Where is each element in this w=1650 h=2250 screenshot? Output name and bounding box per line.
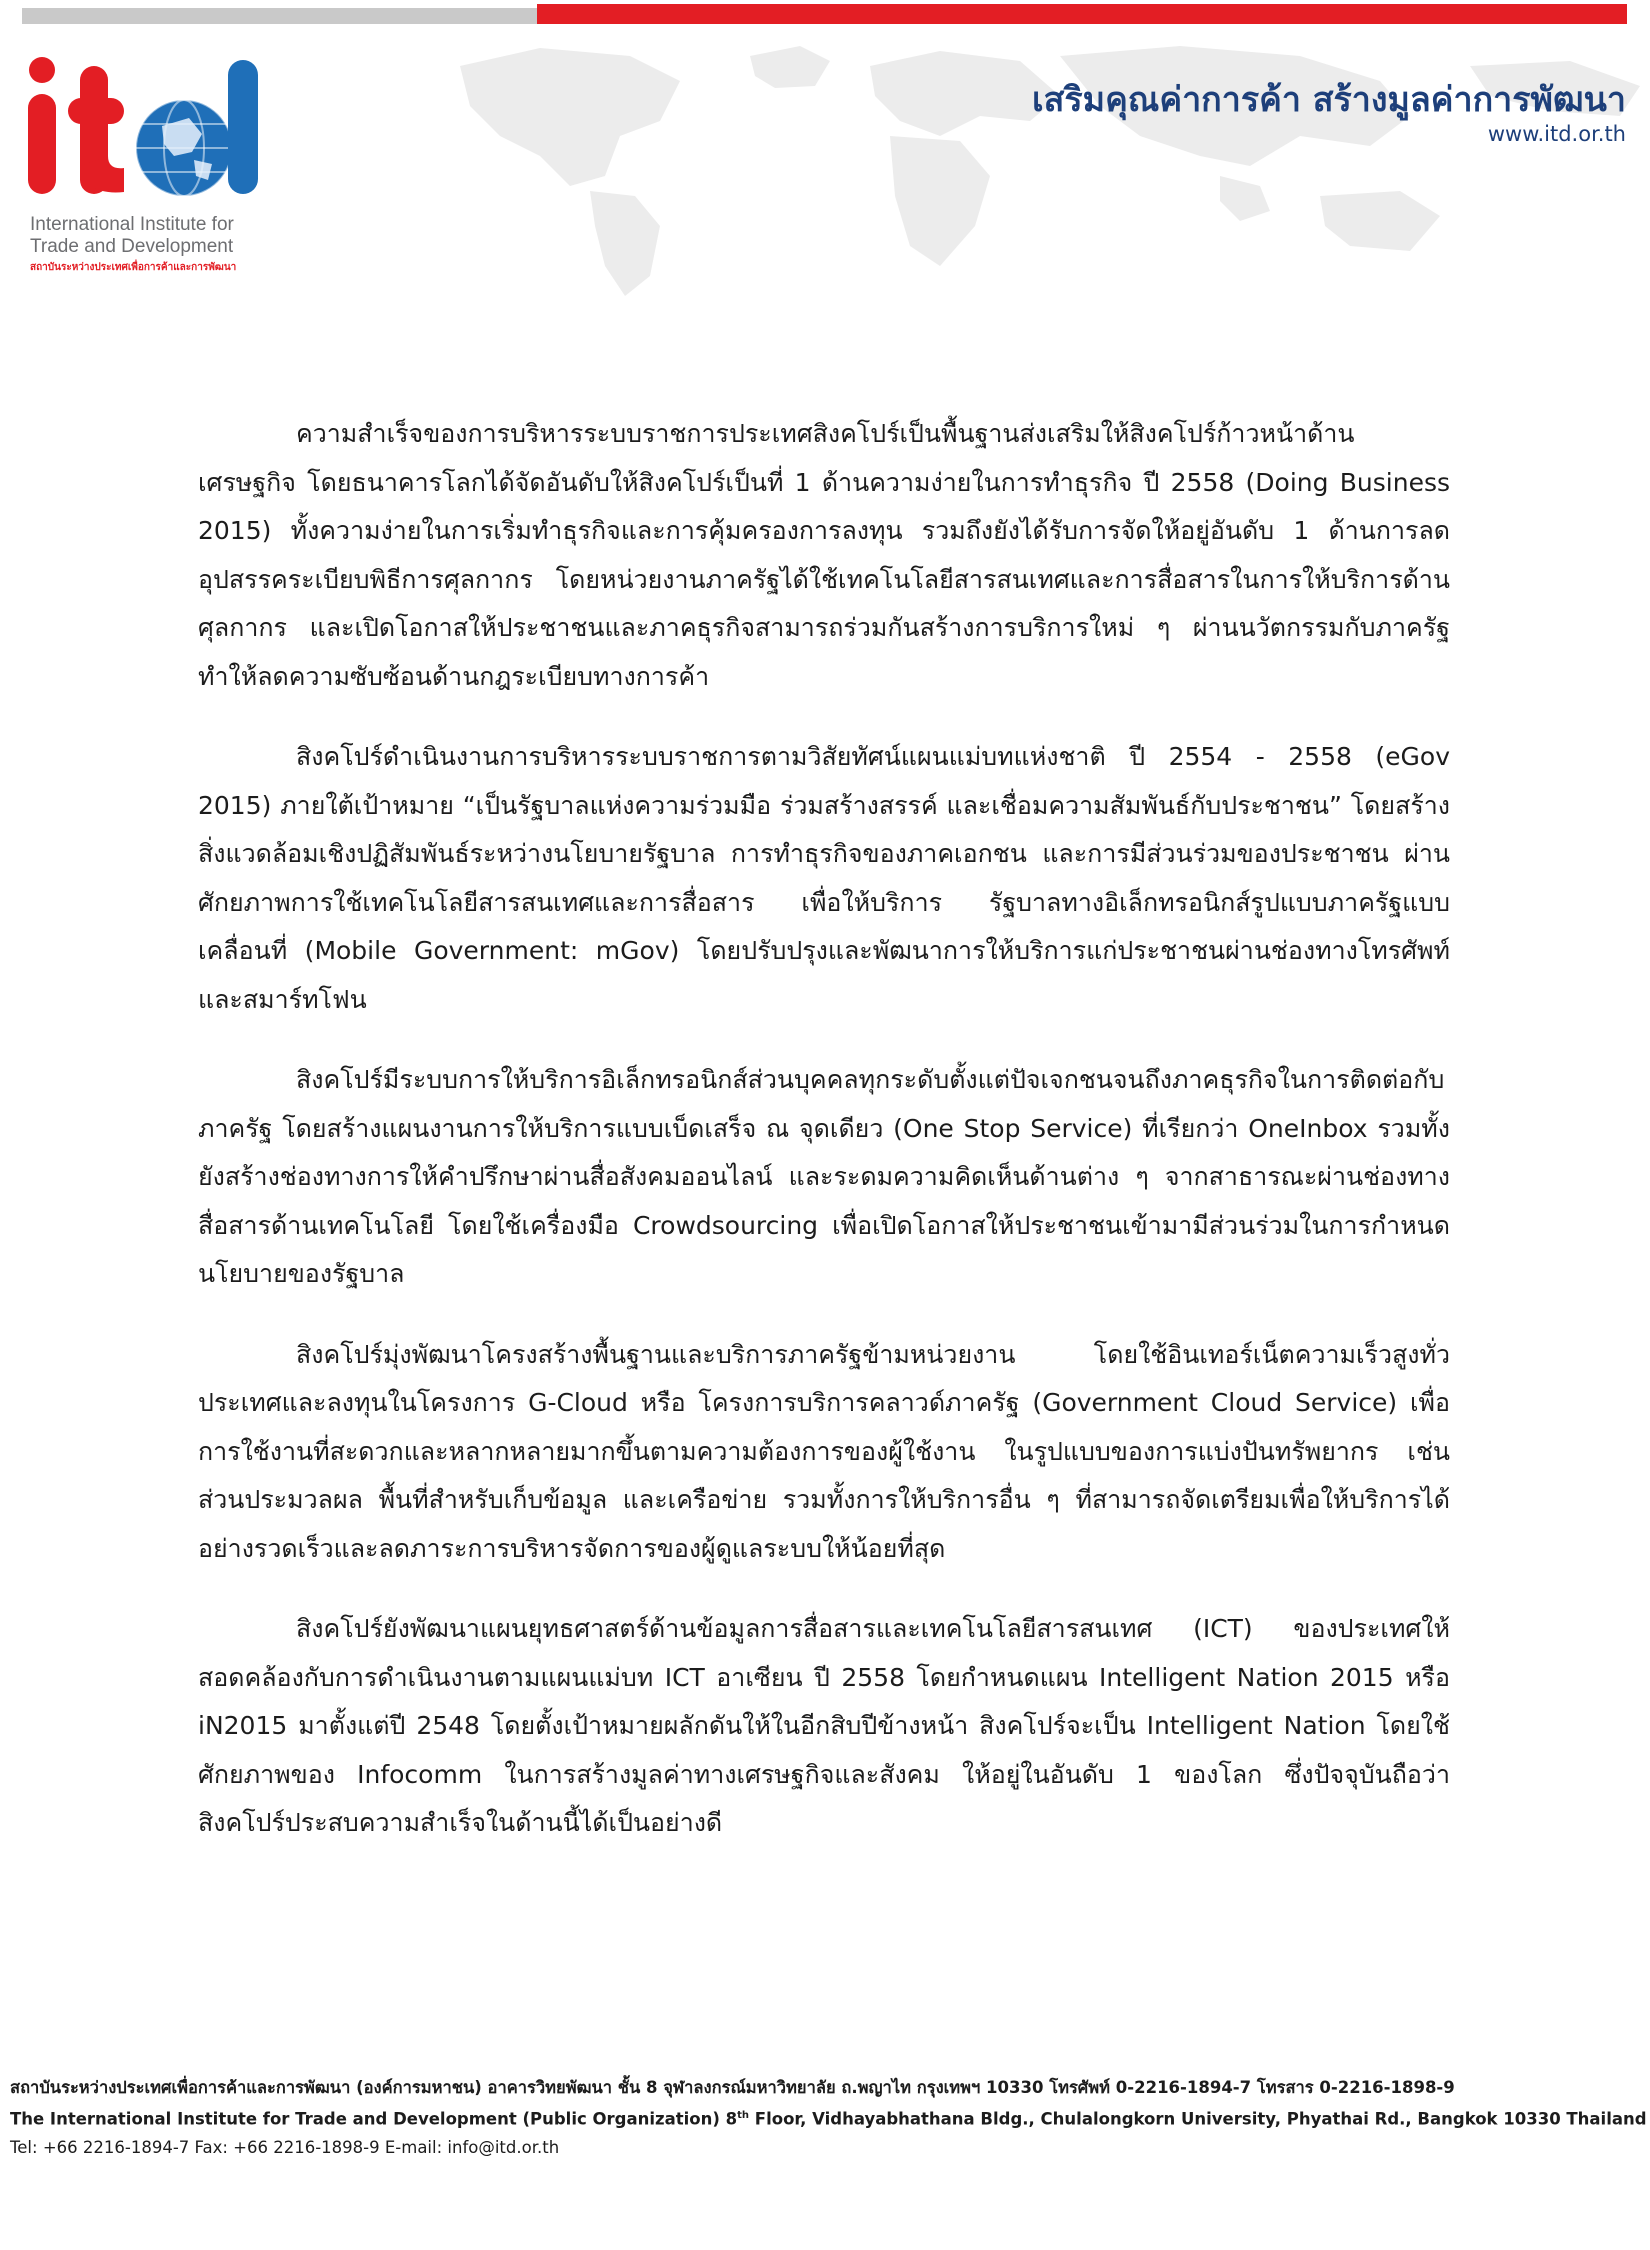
footer-address-th: สถาบันระหว่างประเทศเพื่อการค้าและการพัฒนา (องค์การมหาชน) อาคารวิทยพัฒนา ชั้น 8 จุฬาลงกรณ์มหาวิทยาลัย ถ.พญาไท กรุงเทพฯ 10330 โทรศัพท์ 0-2216-1894-7 โทรสาร 0-2216-1898-9 <box>10 2078 1455 2097</box>
footer-address-en-part1: The International Institute for Trade and Development (Public Organization) 8 <box>10 2109 738 2129</box>
footer-contact: Tel: +66 2216-1894-7 Fax: +66 2216-1898-9 E-mail: info@itd.or.th <box>10 2137 560 2157</box>
paragraph: สิงคโปร์มีระบบการให้บริการอิเล็กทรอนิกส์ส่วนบุคคลทุกระดับตั้งแต่ปัจเจกชนจนถึงภาคธุรกิจในการติดต่อกับภาครัฐ โดยสร้างแผนงานการให้บริการแบบเบ็ดเสร็จ ณ จุดเดียว (One Stop Service) ที่เรียกว่า OneInbox รวมทั้งยังสร้างช่องทางการให้คำปรึกษาผ่านสื่อสังคมออนไลน์ และระดมความคิดเห็นด้านต่าง ๆ จากสาธารณะผ่านช่องทางสื่อสารด้านเทคโนโลยี โดยใช้เครื่องมือ Crowdsourcing เพื่อเปิดโอกาสให้ประชาชนเข้ามามีส่วนร่วมในการกำหนดนโยบายของรัฐบาล <box>198 1065 1450 1288</box>
itd-logo <box>24 56 304 276</box>
logo-name-en-line1: International Institute for <box>30 214 234 235</box>
paragraph: สิงคโปร์มุ่งพัฒนาโครงสร้างพื้นฐานและบริการภาครัฐข้ามหน่วยงาน โดยใช้อินเทอร์เน็ตความเร็วสูงทั่วประเทศและลงทุนในโครงการ G-Cloud หรือ โครงการบริการคลาวด์ภาครัฐ (Government Cloud Service) เพื่อการใช้งานที่สะดวกและหลากหลายมากขึ้นตามความต้องการของผู้ใช้งาน ในรูปแบบของการแบ่งปันทรัพยากร เช่น ส่วนประมวลผล พื้นที่สำหรับเก็บข้อมูล และเครือข่าย รวมทั้งการให้บริการอื่น ๆ ที่สามารถจัดเตรียมเพื่อให้บริการได้อย่างรวดเร็วและลดภาระการบริหารจัดการของผู้ดูแลระบบให้น้อยที่สุด <box>198 1339 1450 1563</box>
footer-floor-suffix: th <box>737 2110 750 2121</box>
footer-address-en <box>10 2102 1647 2134</box>
footer <box>10 2074 1647 2162</box>
footer-address-en-part2: Floor, Vidhayabhathana Bldg., Chulalongkorn University, Phyathai Rd., Bangkok 10330 Thailand <box>749 2109 1647 2129</box>
header-bar-gray <box>22 8 537 24</box>
paragraph: ความสำเร็จของการบริหารระบบราชการประเทศสิงคโปร์เป็นพื้นฐานส่งเสริมให้สิงคโปร์ก้าวหน้าด้านเศรษฐกิจ โดยธนาคารโลกได้จัดอันดับให้สิงคโปร์เป็นที่ 1 ด้านความง่ายในการทำธุรกิจ ปี 2558 (Doing Business 2015) ทั้งความง่ายในการเริ่มทำธุรกิจและการคุ้มครองการลงทุน รวมถึงยังได้รับการจัดให้อยู่อันดับ 1 ด้านการลดอุปสรรคระเบียบพิธีการศุลกากร โดยหน่วยงานภาครัฐได้ใช้เทคโนโลยีสารสนเทศและการสื่อสารในการให้บริการด้านศุลกากร และเปิดโอกาสให้ประชาชนและภาคธุรกิจสามารถร่วมกันสร้างการบริการใหม่ ๆ ผ่านนวัตกรรมกับภาครัฐ ทำให้ลดความซับซ้อนด้านกฎระเบียบทางการค้า <box>198 419 1450 691</box>
paragraph: สิงคโปร์ยังพัฒนาแผนยุทธศาสตร์ด้านข้อมูลการสื่อสารและเทคโนโลยีสารสนเทศ (ICT) ของประเทศให้สอดคล้องกับการดำเนินงานตามแผนแม่บท ICT อาเซียน ปี 2558 โดยกำหนดแผน Intelligent Nation 2015 หรือ iN2015 มาตั้งแต่ปี 2548 โดยตั้งเป้าหมายผลักดันให้ในอีกสิบปีข้างหน้า สิงคโปร์จะเป็น Intelligent Nation โดยใช้ศักยภาพของ Infocomm ในการสร้างมูลค่าทางเศรษฐกิจและสังคม ให้อยู่ในอันดับ 1 ของโลก ซึ่งปัจจุบันถือว่าสิงคโปร์ประสบความสำเร็จในด้านนี้ได้เป็นอย่างดี <box>198 1614 1450 1837</box>
world-map-watermark <box>420 26 1650 296</box>
logo-name-th: สถาบันระหว่างประเทศเพื่อการค้าและการพัฒนา <box>30 262 237 273</box>
header-bar-red <box>537 4 1627 24</box>
article-body <box>198 410 1450 1880</box>
website-link[interactable]: www.itd.or.th <box>1487 122 1626 146</box>
slogan: เสริมคุณค่าการค้า สร้างมูลค่าการพัฒนา <box>1032 80 1626 120</box>
paragraph: สิงคโปร์ดำเนินงานการบริหารระบบราชการตามวิสัยทัศน์แผนแม่บทแห่งชาติ ปี 2554 - 2558 (eGov 2015) ภายใต้เป้าหมาย “เป็นรัฐบาลแห่งความร่วมมือ ร่วมสร้างสรรค์ และเชื่อมความสัมพันธ์กับประชาชน” โดยสร้างสิ่งแวดล้อมเชิงปฏิสัมพันธ์ระหว่างนโยบายรัฐบาล การทำธุรกิจของภาคเอกชน และการมีส่วนร่วมของประชาชน ผ่านศักยภาพการใช้เทคโนโลยีสารสนเทศและการสื่อสาร เพื่อให้บริการ รัฐบาลทางอิเล็กทรอนิกส์รูปแบบภาครัฐแบบเคลื่อนที่ (Mobile Government: mGov) โดยปรับปรุงและพัฒนาการให้บริการแก่ประชาชนผ่านช่องทางโทรศัพท์และสมาร์ทโฟน <box>198 742 1450 1014</box>
logo-name-en-line2: Trade and Development <box>30 236 234 257</box>
itd-wordmark <box>24 56 284 206</box>
